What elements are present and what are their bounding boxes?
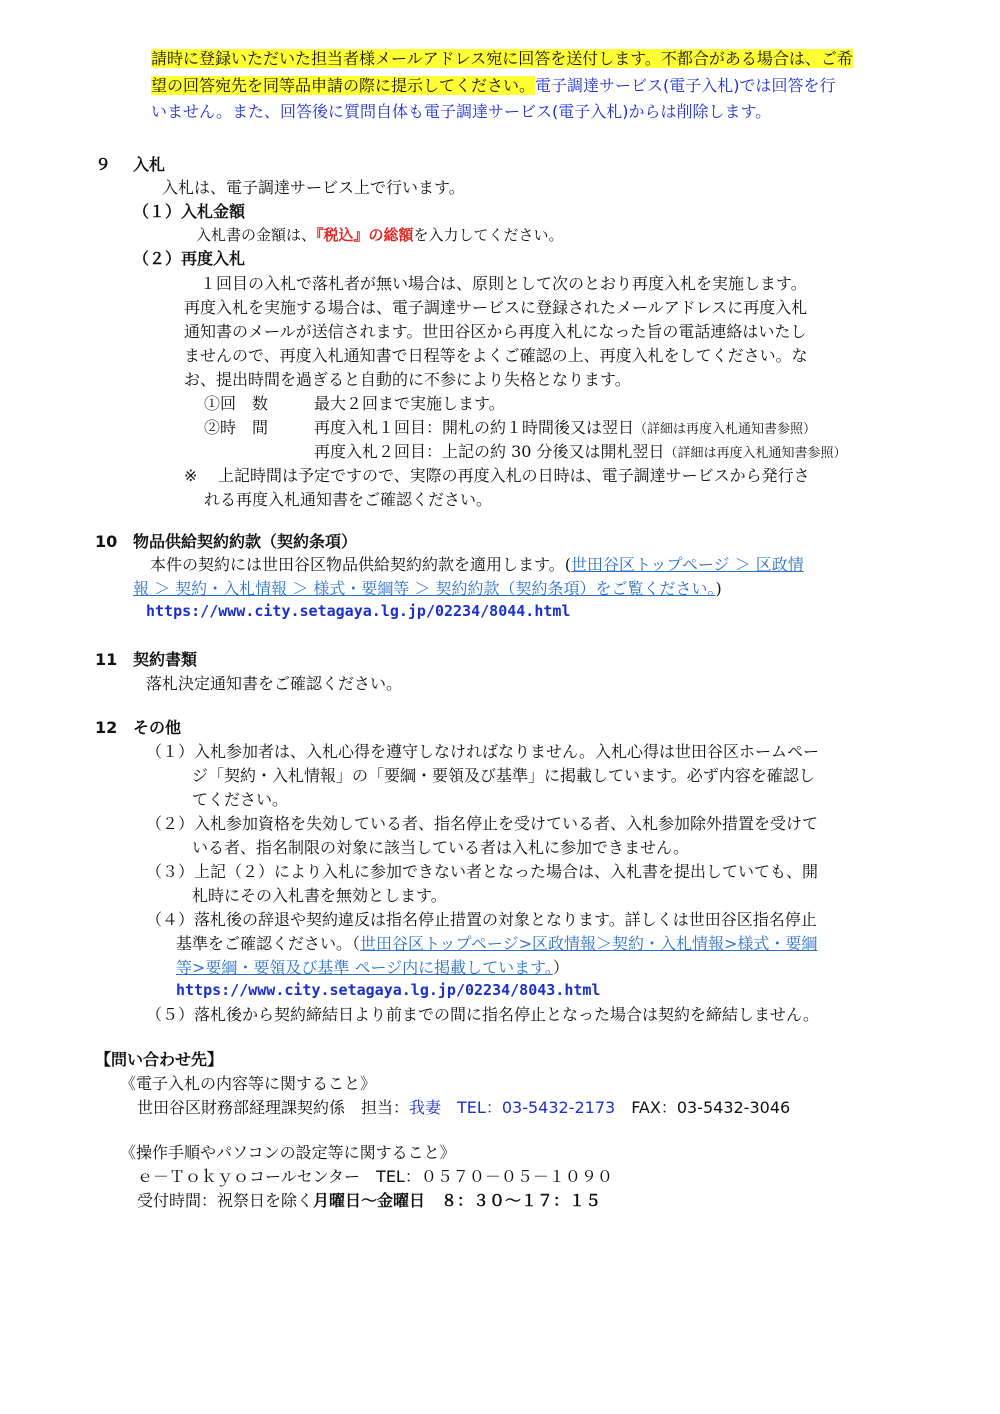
reception-hours-pre: 受付時間：祝祭日を除く [137, 1191, 314, 1210]
rebid-note-line-1: 上記時間は予定ですので、実際の再度入札の日時は、電子調達サービスから発行さ [218, 466, 810, 485]
contract-terms-post: ) [715, 579, 722, 598]
suspension-criteria-link-cont[interactable]: 等>要綱・要領及び基準 ページ内に掲載しています。 [176, 958, 553, 977]
contract-terms-link-cont[interactable]: 報 ＞ 契約・入札情報 ＞ 様式・要綱等 ＞ 契約約款（契約条項）をご覧ください。 [133, 579, 716, 598]
subsection-rebid-title: （２）再度入札 [133, 249, 246, 268]
suspension-criteria-url[interactable]: https://www.city.setagaya.lg.jp/02234/8043.html [176, 981, 601, 999]
section-10-heading [95, 530, 357, 553]
contact-sub-heading-2: 《操作手順やパソコンの設定等に関すること》 [120, 1143, 456, 1162]
rebid-paragraph-line: 通知書のメールが送信されます。世田谷区から再度入札になった旨の電話連絡はいたし [184, 322, 807, 341]
section-11-heading [95, 648, 197, 671]
section-number: ９ [95, 155, 112, 174]
section-title: その他 [133, 718, 182, 737]
suspension-criteria-post: ） [552, 958, 569, 977]
tax-included-emphasis: 『税込』の総額 [316, 226, 414, 244]
section-9-heading [95, 153, 165, 176]
other-item-3-line: 札時にその入札書を無効とします。 [192, 886, 447, 905]
section-title: 入札 [133, 155, 166, 174]
reception-hours-bold: 月曜日～金曜日 ８：３０～１７：１５ [313, 1191, 602, 1210]
section-number: 10 [95, 532, 118, 551]
subsection-bid-amount-title: （１）入札金額 [133, 202, 246, 221]
intro-blue-text-1: 電子調達サービス(電子入札)では回答を行 [535, 76, 836, 95]
rebid-time-2 [314, 440, 847, 465]
rebid-time-1-text: 再度入札１回目：開札の約１時間後又は翌日 [314, 418, 635, 437]
other-item-4-line: （４）落札後の辞退や契約違反は指名停止措置の対象となります。詳しくは世田谷区指名停止 [146, 910, 817, 929]
other-item-2-line: （２）入札参加資格を失効している者、指名停止を受けている者、入札参加除外措置を受けて [146, 814, 819, 833]
call-center-line: ｅ－Ｔｏｋｙｏコールセンター TEL：０５７０－０５－１０９０ [137, 1167, 613, 1186]
rebid-time-label: ②時 間 [204, 418, 269, 437]
rebid-paragraph-line: １回目の入札で落札者が無い場合は、原則として次のとおり再度入札を実施します。 [200, 274, 807, 293]
bid-amount-text [196, 224, 564, 247]
suspension-criteria-pre: 基準をご確認ください。（ [176, 934, 361, 953]
other-item-1-line: （１）入札参加者は、入札心得を遵守しなければなりません。入札心得は世田谷区ホームペー [146, 742, 819, 761]
section-number: 11 [95, 650, 118, 669]
bid-amount-post: を入力してください。 [413, 226, 564, 244]
other-item-1-line: ジ「契約・入札情報」の「要綱・要領及び基準」に掲載しています。必ず内容を確認し [192, 766, 815, 785]
intro-blue-text-2: いません。また、回答後に質問自体も電子調達サービス(電子入札)からは削除します。 [151, 102, 772, 121]
contract-terms-text-2 [133, 577, 722, 600]
other-item-1-line: てください。 [192, 790, 289, 809]
contract-terms-url[interactable]: https://www.city.setagaya.lg.jp/02234/8044.html [146, 602, 571, 620]
rebid-paragraph-line: お、提出時間を過ぎると自動的に不参により失格となります。 [184, 370, 631, 389]
intro-line-1 [151, 47, 853, 70]
bid-amount-pre: 入札書の金額は、 [196, 226, 317, 244]
rebid-time-2-text: 再度入札２回目：上記の約 30 分後又は開札翌日 [314, 442, 665, 461]
rebid-count-label: ①回 数 [204, 394, 269, 413]
section-title: 物品供給契約約款（契約条項） [133, 532, 358, 551]
contact-person: 我妻 [409, 1098, 442, 1117]
contact-tel: TEL：03-5432-2173 [457, 1098, 616, 1117]
reception-hours-line [137, 1189, 601, 1212]
rebid-paragraph-line: 再度入札を実施する場合は、電子調達サービスに登録されたメールアドレスに再度入札 [184, 298, 808, 317]
section-12-heading [95, 716, 181, 739]
intro-line-2 [151, 74, 836, 97]
contact-fax: FAX：03-5432-3046 [631, 1098, 791, 1117]
contact-dept: 世田谷区財務部経理課契約係 担当： [137, 1098, 410, 1117]
section-9-body: 入札は、電子調達サービス上で行います。 [162, 178, 465, 197]
rebid-note-line-2: れる再度入札通知書をご確認ください。 [204, 490, 493, 509]
section-number: 12 [95, 718, 118, 737]
other-item-3-line: （３）上記（２）により入札に参加できない者となった場合は、入札書を提出していても、開 [146, 862, 819, 881]
contact-line-dept [137, 1096, 790, 1119]
rebid-time-1-note: （詳細は再度入札通知書参照） [634, 422, 817, 437]
other-item-2-line: いる者、指名制限の対象に該当している者は入札に参加できません。 [192, 838, 689, 857]
other-item-5-line: （５）落札後から契約締結日より前までの間に指名停止となった場合は契約を締結しません。 [146, 1005, 819, 1024]
contact-sub-heading-1: 《電子入札の内容等に関すること》 [120, 1074, 377, 1093]
intro-highlight-1: 請時に登録いただいた担当者様メールアドレス宛に回答を送付します。不都合がある場合は、ご希 [151, 49, 853, 68]
intro-highlight-2: 望の回答宛先を同等品申請の際に提示してください。 [151, 76, 536, 95]
contact-heading: 【問い合わせ先】 [95, 1050, 224, 1069]
rebid-count-value: 最大２回まで実施します。 [314, 394, 505, 413]
contract-terms-text-1 [150, 553, 804, 576]
contract-terms-link[interactable]: 世田谷区トップページ ＞ 区政情 [570, 555, 804, 574]
note-mark: ※ [184, 466, 198, 485]
contract-terms-pre: 本件の契約には世田谷区物品供給契約約款を適用します。( [150, 555, 571, 574]
other-item-4-line [176, 932, 817, 955]
rebid-time-2-note: （詳細は再度入札通知書参照） [664, 446, 847, 461]
section-title: 契約書類 [133, 650, 198, 669]
rebid-time-1 [314, 416, 816, 441]
rebid-paragraph-line: ませんので、再度入札通知書で日程等をよくご確認の上、再度入札をしてください。な [184, 346, 808, 365]
suspension-criteria-link[interactable]: 世田谷区トップページ>区政情報＞契約・入札情報>様式・要綱 [360, 934, 818, 953]
section-11-body: 落札決定通知書をご確認ください。 [146, 674, 403, 693]
other-item-4-line [176, 956, 569, 979]
